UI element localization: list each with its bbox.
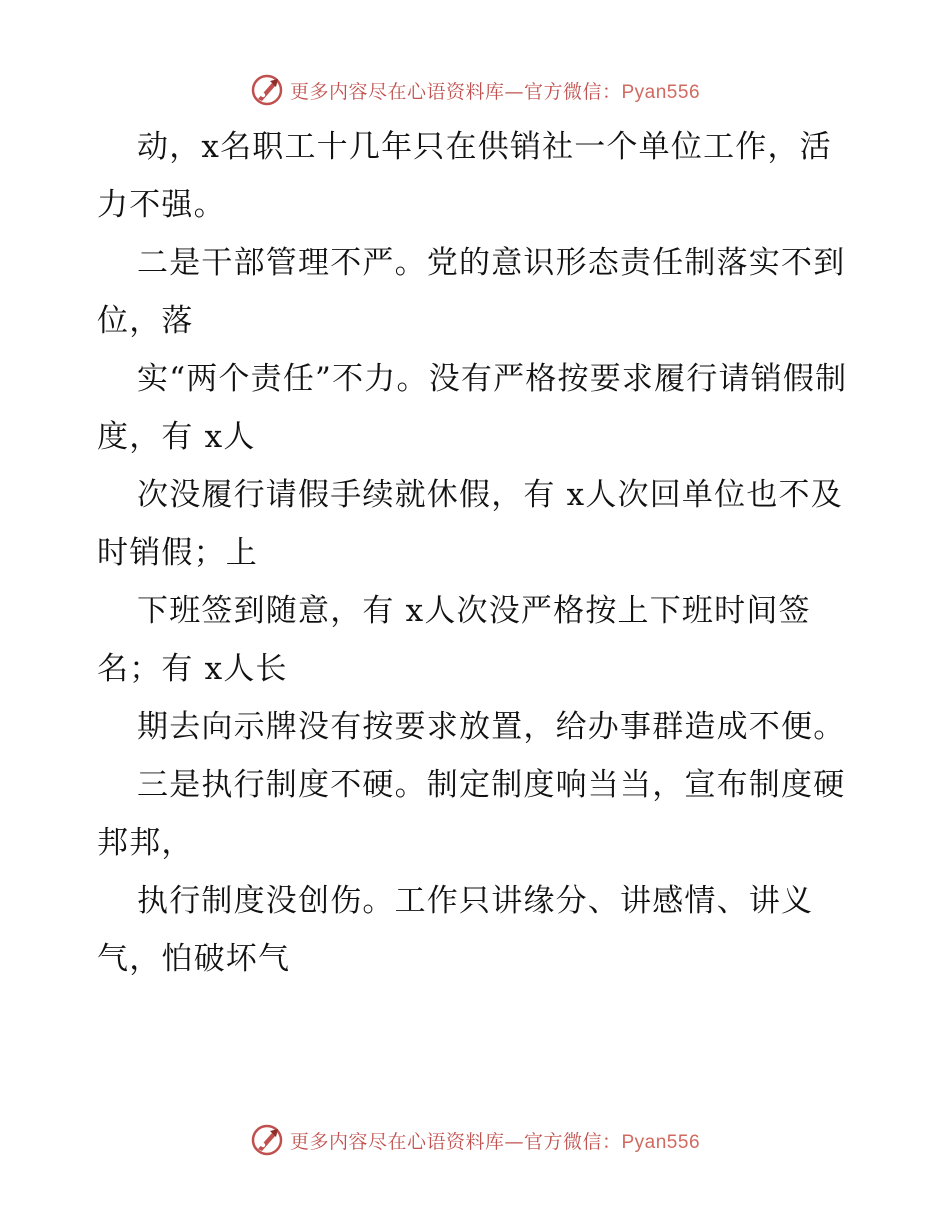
paragraph: 三是执行制度不硬。制定制度响当当，宣布制度硬邦邦， (97, 767, 846, 861)
paragraph: 次没履行请假手续就休假，有 x人次回单位也不及时销假；上 (97, 477, 843, 571)
quill-logo-icon (250, 73, 284, 107)
document-body (97, 118, 857, 988)
header-watermark-banner (0, 70, 950, 110)
paragraph: 下班签到随意，有 x人次没严格按上下班时间签名；有 x人长 (97, 593, 811, 687)
header-banner-text: 更多内容尽在心语资料库—官方微信：Pyan556 (289, 80, 701, 103)
paragraph: 执行制度没创伤。工作只讲缘分、讲感情、讲义气，怕破坏气 (97, 883, 814, 977)
footer-banner-text: 更多内容尽在心语资料库—官方微信：Pyan556 (289, 1130, 701, 1153)
paragraph: 期去向示牌没有按要求放置，给办事群造成不便。 (137, 709, 846, 745)
quill-logo-icon (250, 1123, 284, 1157)
footer-watermark-banner (0, 1120, 950, 1160)
paragraph: 二是干部管理不严。党的意识形态责任制落实不到位，落 (97, 245, 846, 339)
paragraph: 动，x名职工十几年只在供销社一个单位工作，活力不强。 (97, 129, 832, 223)
paragraph: 实“两个责任”不力。没有严格按要求履行请销假制度，有 x人 (97, 361, 848, 455)
